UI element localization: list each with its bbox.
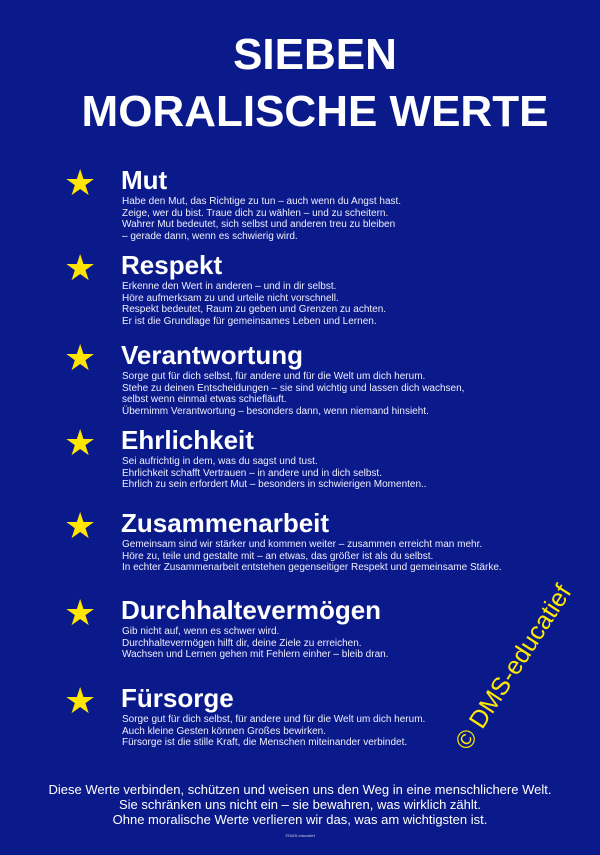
title-line-1: SIEBEN xyxy=(233,30,397,79)
value-heading: Verantwortung xyxy=(121,340,304,370)
value-heading: Zusammenarbeit xyxy=(121,508,330,538)
star-icon: ★ xyxy=(64,337,97,378)
description-line: Ehrlich zu sein erfordert Mut – besonders in schwierigen Momenten.. xyxy=(122,479,427,491)
description-line: Übernimm Verantwortung – besonders dann, wenn niemand hinsieht. xyxy=(122,405,429,417)
description-line: Erkenne den Wert in anderen – und in dir selbst. xyxy=(122,281,337,292)
description-line: Wahrer Mut bedeutet, sich selbst und anderen treu zu bleiben xyxy=(122,219,396,231)
description-line: In echter Zusammenarbeit entstehen gegenseitiger Respekt und gemeinsame Stärke. xyxy=(122,562,502,574)
closing-line: Diese Werte verbinden, schützen und weisen uns den Weg in eine menschlichere Welt. xyxy=(48,782,552,797)
value-description xyxy=(122,714,425,749)
description-line: Ehrlichkeit schafft Vertrauen – in andere und in dich selbst. xyxy=(122,467,382,479)
star-icon: ★ xyxy=(64,592,97,633)
value-description xyxy=(122,196,401,242)
watermark: © DMS-educatief xyxy=(449,579,578,755)
star-icon: ★ xyxy=(64,247,97,288)
description-line: – gerade dann, wenn es schwierig wird. xyxy=(122,230,298,242)
value-heading: Mut xyxy=(121,165,168,195)
value-description xyxy=(122,456,427,491)
description-line: Wachsen und Lernen gehen mit Fehlern einher – bleib dran. xyxy=(122,649,389,661)
star-icon: ★ xyxy=(64,162,97,203)
description-line: Fürsorge ist die stille Kraft, die Menschen miteinander verbindet. xyxy=(122,737,408,749)
description-line: Er ist die Grundlage für gemeinsames Leben und Lernen. xyxy=(122,315,377,327)
star-icon: ★ xyxy=(64,422,97,463)
description-line: Sorge gut für dich selbst, für andere und für die Welt um dich herum. xyxy=(122,371,426,382)
closing-text xyxy=(0,782,600,827)
description-line: Sei aufrichtig in dem, was du sagst und tust. xyxy=(122,456,318,467)
description-line: Höre aufmerksam zu und urteile nicht vorschnell. xyxy=(122,292,339,304)
star-icon: ★ xyxy=(64,505,97,546)
description-line: Höre zu, teile und gestalte mit – an etwas, das größer ist als du selbst. xyxy=(122,550,434,562)
title-line-2: MORALISCHE WERTE xyxy=(81,87,549,136)
description-line: Gemeinsam sind wir stärker und kommen weiter – zusammen erreicht man mehr. xyxy=(122,539,483,550)
value-description xyxy=(122,371,464,417)
description-line: Stehe zu deinen Entscheidungen – sie sind wichtig und lassen dich wachsen, xyxy=(122,382,465,394)
star-icon: ★ xyxy=(64,680,97,721)
closing-line: Ohne moralische Werte verlieren wir das, was am wichtigsten ist. xyxy=(112,812,488,827)
description-line: selbst wenn einmal etwas schiefläuft. xyxy=(122,394,287,406)
description-line: Auch kleine Gesten können Großes bewirken. xyxy=(122,725,326,737)
value-description xyxy=(122,539,502,574)
value-description xyxy=(122,626,388,661)
value-heading: Durchhaltevermögen xyxy=(121,595,382,625)
closing-line: Sie schränken uns nicht ein – sie bewahren, was wirklich zählt. xyxy=(118,797,481,812)
value-heading: Fürsorge xyxy=(121,683,234,713)
copyright-small: ©DMS-educatief xyxy=(285,833,315,838)
description-line: Sorge gut für dich selbst, für andere und für die Welt um dich herum. xyxy=(122,714,426,725)
value-description xyxy=(122,281,386,327)
value-heading: Respekt xyxy=(121,250,223,280)
description-line: Gib nicht auf, wenn es schwer wird. xyxy=(122,626,280,637)
description-line: Zeige, wer du bist. Traue dich zu wählen – und zu scheitern. xyxy=(122,207,389,219)
value-heading: Ehrlichkeit xyxy=(121,425,254,455)
description-line: Habe den Mut, das Richtige zu tun – auch wenn du Angst hast. xyxy=(122,196,402,207)
description-line: Respekt bedeutet, Raum zu geben und Grenzen zu achten. xyxy=(122,304,387,316)
description-line: Durchhaltevermögen hilft dir, deine Ziele zu erreichen. xyxy=(122,637,362,649)
